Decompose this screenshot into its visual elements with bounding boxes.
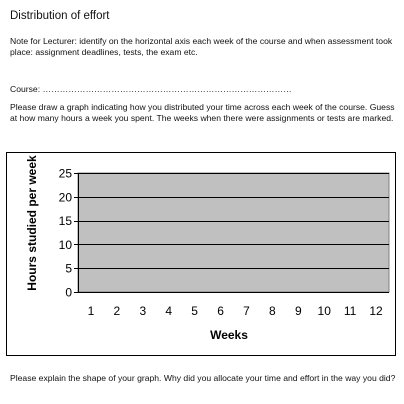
y-tick-label: 0 xyxy=(65,285,72,300)
page-title: Distribution of effort xyxy=(10,10,110,22)
x-tick-label: 7 xyxy=(243,304,250,318)
y-tick-label: 10 xyxy=(58,237,72,252)
y-tick-label: 20 xyxy=(58,190,72,205)
explain-prompt: Please explain the shape of your graph. Why did you allocate your time and effort in the way you did? xyxy=(10,373,396,383)
y-tick-label: 15 xyxy=(58,214,72,229)
plot-area-group xyxy=(78,173,389,293)
y-tick-label: 25 xyxy=(58,166,72,181)
x-tick-group xyxy=(88,304,383,318)
y-tick-group xyxy=(59,167,78,300)
x-tick-label: 9 xyxy=(294,304,302,318)
y-axis-label: Hours studied per week xyxy=(25,155,39,291)
instructions: Please draw a graph indicating how you distributed your time across each week of the course. Guess at how many hours a week you spent. The weeks when there were assignments or tests are marked. xyxy=(10,102,395,123)
x-tick-label: 8 xyxy=(269,304,276,318)
x-tick-label: 11 xyxy=(343,304,357,318)
y-tick-label: 5 xyxy=(65,261,72,276)
x-tick-label: 1 xyxy=(87,304,95,318)
lecturer-note: Note for Lecturer: identify on the horizontal axis each week of the course and when assessment took place: assignment deadlines, tests, the exam etc. xyxy=(10,36,393,57)
x-tick-label: 2 xyxy=(113,304,121,318)
x-tick-label: 10 xyxy=(317,304,331,318)
course-line: Course: …………………………………………………………………………… xyxy=(10,84,292,94)
effort-chart xyxy=(7,153,395,355)
chart-frame xyxy=(6,152,396,356)
x-tick-label: 5 xyxy=(191,304,198,318)
x-tick-label: 12 xyxy=(369,304,383,318)
x-tick-label: 4 xyxy=(165,304,173,318)
plot-area xyxy=(78,173,389,292)
x-axis-label: Weeks xyxy=(210,328,248,342)
x-tick-label: 3 xyxy=(139,304,147,318)
x-tick-label: 6 xyxy=(217,304,224,318)
